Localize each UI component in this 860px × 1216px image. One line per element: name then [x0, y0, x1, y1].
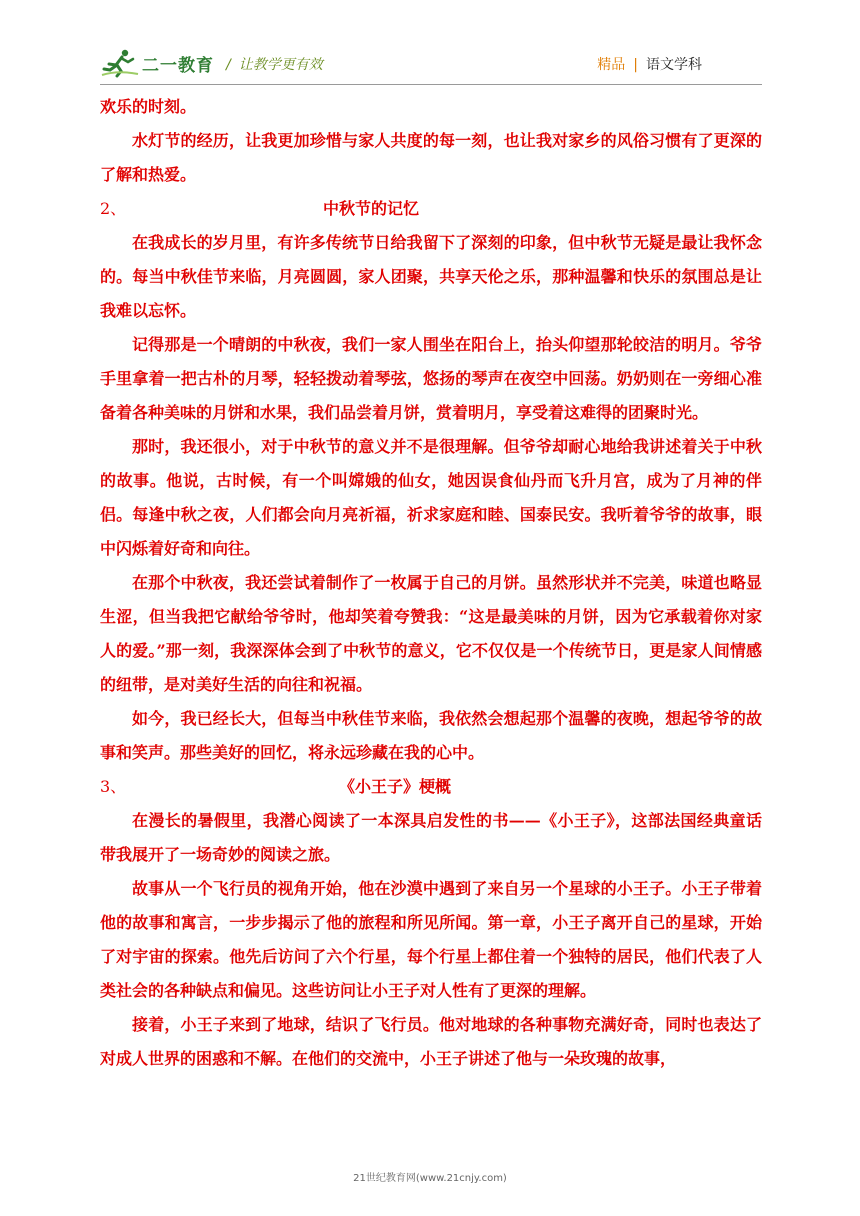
paragraph: 记得那是一个晴朗的中秋夜，我们一家人围坐在阳台上，抬头仰望那轮皎洁的明月。爷爷手里拿着一把古朴的月琴，轻轻拨动着琴弦，悠扬的琴声在夜空中回荡。奶奶则在一旁细心准备着各种美味的月饼和水果，我们品尝着月饼，赏着明月，享受着这难得的团聚时光。	[100, 335, 762, 422]
page-header	[100, 44, 762, 84]
section-heading	[100, 770, 762, 804]
section-number: 2、	[100, 199, 127, 218]
paragraph: 在我成长的岁月里，有许多传统节日给我留下了深刻的印象，但中秋节无疑是最让我怀念的。每当中秋佳节来临，月亮圆圆，家人团聚，共享天伦之乐，那种温馨和快乐的氛围总是让我难以忘怀。	[100, 233, 762, 320]
paragraph: 水灯节的经历，让我更加珍惜与家人共度的每一刻，也让我对家乡的风俗习惯有了更深的了解和热爱。	[100, 131, 762, 184]
paragraph: 接着，小王子来到了地球，结识了飞行员。他对地球的各种事物充满好奇，同时也表达了对成人世界的困惑和不解。在他们的交流中，小王子讲述了他与一朵玫瑰的故事，	[100, 1015, 762, 1068]
running-figure-icon	[100, 48, 140, 78]
logo-text: 二一教育	[142, 55, 214, 76]
paragraph: 在那个中秋夜，我还尝试着制作了一枚属于自己的月饼。虽然形状并不完美，味道也略显生涩，但当我把它献给爷爷时，他却笑着夸赞我：“这是最美味的月饼，因为它承载着你对家人的爱。”那一刻，我深深体会到了中秋节的意义，它不仅仅是一个传统节日，更是家人间情感的纽带，是对美好生活的向往和祝福。	[100, 573, 762, 694]
paragraph: 故事从一个飞行员的视角开始，他在沙漠中遇到了来自另一个星球的小王子。小王子带着他的故事和寓言，一步步揭示了他的旅程和所见所闻。第一章，小王子离开自己的星球，开始了对宇宙的探索。他先后访问了六个行星，每个行星上都住着一个独特的居民，他们代表了人类社会的各种缺点和偏见。这些访问让小王子对人性有了更深的理解。	[100, 879, 762, 1000]
document-body	[100, 90, 762, 1076]
logo	[100, 48, 214, 78]
section-title: 《小王子》梗概	[339, 777, 452, 796]
paragraph: 如今，我已经长大，但每当中秋佳节来临，我依然会想起那个温馨的夜晚，想起爷爷的故事和笑声。那些美好的回忆，将永远珍藏在我的心中。	[100, 709, 762, 762]
paragraph: 那时，我还很小，对于中秋节的意义并不是很理解。但爷爷却耐心地给我讲述着关于中秋的故事。他说，古时候，有一个叫嫦娥的仙女，她因误食仙丹而飞升月宫，成为了月神的伴侣。每逢中秋之夜，人们都会向月亮祈福，祈求家庭和睦、国泰民安。我听着爷爷的故事，眼中闪烁着好奇和向往。	[100, 437, 762, 558]
header-badge	[597, 54, 702, 74]
slogan-slash: /	[226, 57, 231, 73]
paragraph: 欢乐的时刻。	[100, 97, 197, 116]
header-separator: |	[633, 57, 638, 73]
paragraph: 在漫长的暑假里，我潜心阅读了一本深具启发性的书——《小王子》，这部法国经典童话带我展开了一场奇妙的阅读之旅。	[100, 811, 762, 864]
quality-badge: 精品	[597, 57, 626, 73]
section-number: 3、	[100, 777, 127, 796]
section-heading	[100, 192, 762, 226]
section-title: 中秋节的记忆	[323, 199, 420, 218]
slogan	[226, 54, 323, 74]
page-footer: 21世纪教育网(www.21cnjy.com)	[353, 1173, 507, 1184]
slogan-text: 让教学更有效	[238, 57, 323, 73]
header-divider	[100, 84, 762, 85]
subject-label: 语文学科	[646, 57, 702, 73]
